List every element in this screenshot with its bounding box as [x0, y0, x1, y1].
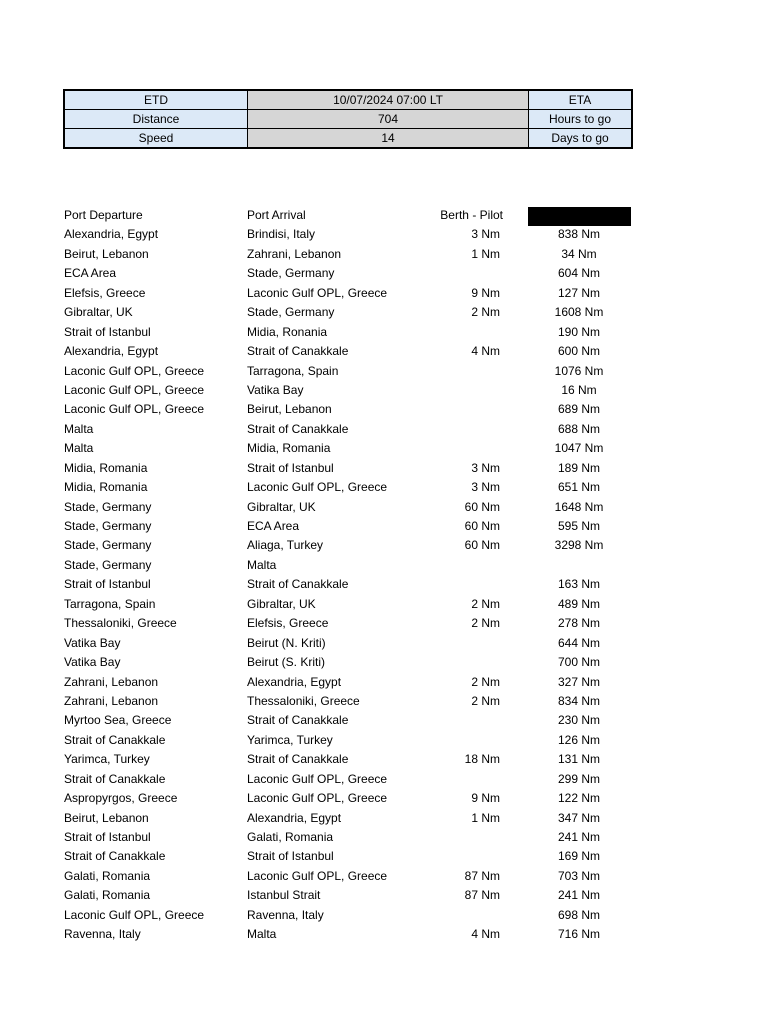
- arrival-port-cell[interactable]: Alexandria, Egypt: [247, 674, 342, 689]
- eta-label: ETA: [529, 90, 633, 110]
- header-port-departure: Port Departure: [64, 208, 143, 222]
- berth-pilot-cell[interactable]: 18 Nm: [464, 752, 500, 767]
- berth-pilot-cell[interactable]: 3 Nm: [471, 227, 500, 242]
- route-row: [0, 711, 768, 730]
- distance-cell[interactable]: 716 Nm: [557, 927, 601, 942]
- arrival-port-cell[interactable]: Brindisi, Italy: [247, 227, 316, 242]
- berth-pilot-cell[interactable]: 9 Nm: [471, 791, 500, 806]
- distance-cell[interactable]: 1608 Nm: [554, 305, 604, 320]
- arrival-port-cell[interactable]: Malta: [247, 557, 277, 572]
- speed-value[interactable]: 14: [248, 129, 529, 149]
- departure-port-cell[interactable]: Tarragona, Spain: [64, 596, 156, 611]
- departure-port-cell[interactable]: Malta: [64, 421, 94, 436]
- arrival-port-cell[interactable]: Strait of Canakkale: [247, 421, 349, 436]
- distance-cell[interactable]: 838 Nm: [557, 227, 601, 242]
- distance-cell[interactable]: 1648 Nm: [554, 499, 604, 514]
- arrival-port-cell[interactable]: Beirut (N. Kriti): [247, 635, 326, 650]
- route-row: [0, 323, 768, 342]
- berth-pilot-cell[interactable]: 4 Nm: [471, 927, 500, 942]
- route-row: [0, 731, 768, 750]
- arrival-port-cell[interactable]: Stade, Germany: [247, 266, 335, 281]
- distance-cell[interactable]: 1047 Nm: [554, 441, 604, 456]
- arrival-port-cell[interactable]: Ravenna, Italy: [247, 907, 324, 922]
- departure-port-cell[interactable]: Aspropyrgos, Greece: [64, 791, 178, 806]
- arrival-port-cell[interactable]: Thessaloniki, Greece: [247, 693, 360, 708]
- arrival-port-cell[interactable]: ECA Area: [247, 519, 300, 533]
- arrival-port-cell[interactable]: Alexandria, Egypt: [247, 810, 342, 825]
- departure-port-cell[interactable]: Galati, Romania: [64, 868, 151, 883]
- distance-cell[interactable]: 163 Nm: [557, 577, 601, 592]
- arrival-port-cell[interactable]: Laconic Gulf OPL, Greece: [247, 285, 388, 300]
- departure-port-cell[interactable]: Vatika Bay: [64, 655, 121, 670]
- departure-port-cell[interactable]: Stade, Germany: [64, 519, 152, 533]
- arrival-port-cell[interactable]: Laconic Gulf OPL, Greece: [247, 868, 388, 883]
- distance-cell[interactable]: 126 Nm: [557, 732, 601, 747]
- route-row: [0, 478, 768, 497]
- departure-port-cell[interactable]: Strait of Istanbul: [64, 830, 151, 844]
- arrival-port-cell[interactable]: Strait of Istanbul: [247, 849, 334, 864]
- departure-port-cell[interactable]: Stade, Germany: [64, 538, 152, 553]
- distance-cell[interactable]: 698 Nm: [557, 907, 601, 922]
- route-row: [0, 906, 768, 925]
- berth-pilot-cell[interactable]: 60 Nm: [464, 538, 500, 553]
- arrival-port-cell[interactable]: Midia, Romania: [247, 441, 331, 456]
- route-row: [0, 420, 768, 439]
- distance-cell[interactable]: 189 Nm: [557, 460, 601, 475]
- route-row: [0, 886, 768, 905]
- berth-pilot-cell[interactable]: 9 Nm: [471, 285, 500, 300]
- berth-pilot-cell[interactable]: 2 Nm: [471, 596, 500, 611]
- route-row: [0, 362, 768, 381]
- distance-cell[interactable]: 241 Nm: [557, 888, 601, 903]
- arrival-port-cell[interactable]: Yarimca, Turkey: [247, 732, 333, 747]
- departure-port-cell[interactable]: Elefsis, Greece: [64, 285, 146, 300]
- arrival-port-cell[interactable]: Istanbul Strait: [247, 888, 321, 903]
- departure-port-cell[interactable]: Laconic Gulf OPL, Greece: [64, 402, 205, 417]
- berth-pilot-cell[interactable]: 60 Nm: [464, 499, 500, 514]
- departure-port-cell[interactable]: Gibraltar, UK: [64, 305, 133, 320]
- departure-port-cell[interactable]: Midia, Romania: [64, 480, 148, 495]
- arrival-port-cell[interactable]: Beirut, Lebanon: [247, 402, 332, 417]
- distance-value[interactable]: 704: [248, 110, 529, 129]
- distance-cell[interactable]: 327 Nm: [557, 674, 601, 689]
- route-row: [0, 381, 768, 400]
- distance-cell[interactable]: 489 Nm: [557, 596, 601, 611]
- route-row: [0, 536, 768, 555]
- distance-cell[interactable]: 190 Nm: [557, 324, 601, 339]
- route-row: [0, 556, 768, 575]
- voyage-summary-table: [63, 89, 633, 149]
- routes-table: [0, 206, 768, 945]
- departure-port-cell[interactable]: Alexandria, Egypt: [64, 227, 159, 242]
- departure-port-cell[interactable]: Strait of Canakkale: [64, 771, 166, 786]
- distance-cell[interactable]: 278 Nm: [557, 616, 601, 631]
- distance-cell[interactable]: 127 Nm: [557, 285, 601, 300]
- departure-port-cell[interactable]: Alexandria, Egypt: [64, 344, 159, 359]
- berth-pilot-cell[interactable]: 60 Nm: [464, 519, 500, 533]
- departure-port-cell[interactable]: Vatika Bay: [64, 635, 121, 650]
- arrival-port-cell[interactable]: Galati, Romania: [247, 830, 334, 844]
- distance-label: Distance: [64, 110, 248, 129]
- route-row: [0, 673, 768, 692]
- arrival-port-cell[interactable]: Midia, Ronania: [247, 324, 328, 339]
- distance-cell[interactable]: 131 Nm: [557, 752, 601, 767]
- distance-cell[interactable]: 1076 Nm: [554, 363, 604, 378]
- distance-cell[interactable]: 299 Nm: [557, 771, 601, 786]
- distance-cell[interactable]: 604 Nm: [557, 266, 601, 281]
- route-row: [0, 595, 768, 614]
- redacted-header-cell: [528, 207, 631, 226]
- speed-label: Speed: [64, 129, 248, 149]
- route-row: [0, 614, 768, 633]
- distance-cell[interactable]: 347 Nm: [557, 810, 601, 825]
- berth-pilot-cell[interactable]: 1 Nm: [471, 810, 500, 825]
- distance-cell[interactable]: 703 Nm: [557, 868, 601, 883]
- arrival-port-cell[interactable]: Strait of Canakkale: [247, 713, 349, 728]
- distance-cell[interactable]: 644 Nm: [557, 635, 601, 650]
- arrival-port-cell[interactable]: Strait of Canakkale: [247, 577, 349, 592]
- hours-to-go-label: Hours to go: [529, 110, 633, 129]
- route-row: [0, 264, 768, 283]
- route-row: [0, 517, 768, 536]
- arrival-port-cell[interactable]: Beirut (S. Kriti): [247, 655, 326, 670]
- days-to-go-label: Days to go: [529, 129, 633, 149]
- arrival-port-cell[interactable]: Stade, Germany: [247, 305, 335, 320]
- route-row: [0, 828, 768, 847]
- departure-port-cell[interactable]: Stade, Germany: [64, 499, 152, 514]
- etd-value[interactable]: 10/07/2024 07:00 LT: [248, 90, 529, 110]
- departure-port-cell[interactable]: Yarimca, Turkey: [64, 752, 150, 767]
- arrival-port-cell[interactable]: Strait of Canakkale: [247, 752, 349, 767]
- berth-pilot-cell[interactable]: 2 Nm: [471, 674, 500, 689]
- header-port-arrival: Port Arrival: [247, 208, 306, 222]
- arrival-port-cell[interactable]: Laconic Gulf OPL, Greece: [247, 480, 388, 495]
- distance-cell[interactable]: 834 Nm: [557, 693, 601, 708]
- speed-row: [64, 129, 632, 149]
- route-row: [0, 575, 768, 594]
- departure-port-cell[interactable]: Laconic Gulf OPL, Greece: [64, 363, 205, 378]
- distance-cell[interactable]: 34 Nm: [561, 246, 597, 261]
- route-row: [0, 653, 768, 672]
- header-berth-pilot: Berth - Pilot: [440, 208, 503, 222]
- distance-cell[interactable]: 241 Nm: [557, 830, 601, 844]
- etd-label: ETD: [64, 90, 248, 110]
- etd-row: [64, 90, 632, 110]
- departure-port-cell[interactable]: Zahrani, Lebanon: [64, 674, 159, 689]
- arrival-port-cell[interactable]: Vatika Bay: [247, 382, 304, 397]
- berth-pilot-cell[interactable]: 87 Nm: [464, 868, 500, 883]
- route-row: [0, 692, 768, 711]
- arrival-port-cell[interactable]: Elefsis, Greece: [247, 616, 329, 631]
- route-row: [0, 303, 768, 322]
- route-row: [0, 342, 768, 361]
- arrival-port-cell[interactable]: Strait of Canakkale: [247, 344, 349, 359]
- berth-pilot-cell[interactable]: 3 Nm: [471, 460, 500, 475]
- route-row: [0, 459, 768, 478]
- routes-header-row: [0, 206, 768, 225]
- distance-cell[interactable]: 651 Nm: [557, 480, 601, 495]
- departure-port-cell[interactable]: Beirut, Lebanon: [64, 810, 149, 825]
- arrival-port-cell[interactable]: Laconic Gulf OPL, Greece: [247, 791, 388, 806]
- departure-port-cell[interactable]: Myrtoo Sea, Greece: [64, 713, 172, 728]
- departure-port-cell[interactable]: Stade, Germany: [64, 557, 152, 572]
- berth-pilot-cell[interactable]: 2 Nm: [471, 693, 500, 708]
- departure-port-cell[interactable]: ECA Area: [64, 266, 117, 281]
- distance-cell[interactable]: 169 Nm: [557, 849, 601, 864]
- berth-pilot-cell[interactable]: 4 Nm: [471, 344, 500, 359]
- arrival-port-cell[interactable]: Laconic Gulf OPL, Greece: [247, 771, 388, 786]
- departure-port-cell[interactable]: Laconic Gulf OPL, Greece: [64, 382, 205, 397]
- route-row: [0, 400, 768, 419]
- route-row: [0, 225, 768, 244]
- arrival-port-cell[interactable]: Aliaga, Turkey: [247, 538, 324, 553]
- departure-port-cell[interactable]: Strait of Istanbul: [64, 324, 151, 339]
- route-row: [0, 284, 768, 303]
- route-row: [0, 925, 768, 944]
- distance-cell[interactable]: 600 Nm: [557, 344, 601, 359]
- route-row: [0, 245, 768, 264]
- distance-cell[interactable]: 595 Nm: [557, 519, 601, 533]
- departure-port-cell[interactable]: Strait of Canakkale: [64, 732, 166, 747]
- route-row: [0, 634, 768, 653]
- route-row: [0, 439, 768, 458]
- departure-port-cell[interactable]: Midia, Romania: [64, 460, 148, 475]
- distance-cell[interactable]: 16 Nm: [561, 382, 597, 397]
- distance-cell[interactable]: 122 Nm: [557, 791, 601, 806]
- route-row: [0, 750, 768, 769]
- departure-port-cell[interactable]: Galati, Romania: [64, 888, 151, 903]
- berth-pilot-cell[interactable]: 2 Nm: [471, 616, 500, 631]
- departure-port-cell[interactable]: Zahrani, Lebanon: [64, 693, 159, 708]
- route-row: [0, 789, 768, 808]
- departure-port-cell[interactable]: Strait of Canakkale: [64, 849, 166, 864]
- route-row: [0, 809, 768, 828]
- arrival-port-cell[interactable]: Strait of Istanbul: [247, 460, 334, 475]
- distance-cell[interactable]: 3298 Nm: [554, 538, 604, 553]
- berth-pilot-cell[interactable]: 2 Nm: [471, 305, 500, 320]
- distance-row: [64, 110, 632, 129]
- departure-port-cell[interactable]: Laconic Gulf OPL, Greece: [64, 907, 205, 922]
- route-row: [0, 498, 768, 517]
- route-row: [0, 770, 768, 789]
- departure-port-cell[interactable]: Ravenna, Italy: [64, 927, 141, 942]
- arrival-port-cell[interactable]: Tarragona, Spain: [247, 363, 339, 378]
- distance-cell[interactable]: 230 Nm: [557, 713, 601, 728]
- route-row: [0, 867, 768, 886]
- departure-port-cell[interactable]: Strait of Istanbul: [64, 577, 151, 592]
- departure-port-cell[interactable]: Beirut, Lebanon: [64, 246, 149, 261]
- distance-cell[interactable]: 689 Nm: [557, 402, 601, 417]
- distance-cell[interactable]: 688 Nm: [557, 421, 601, 436]
- arrival-port-cell[interactable]: Gibraltar, UK: [247, 596, 316, 611]
- berth-pilot-cell[interactable]: 1 Nm: [471, 246, 500, 261]
- route-row: [0, 847, 768, 866]
- departure-port-cell[interactable]: Malta: [64, 441, 94, 456]
- berth-pilot-cell[interactable]: 3 Nm: [471, 480, 500, 495]
- arrival-port-cell[interactable]: Zahrani, Lebanon: [247, 246, 342, 261]
- berth-pilot-cell[interactable]: 87 Nm: [464, 888, 500, 903]
- arrival-port-cell[interactable]: Gibraltar, UK: [247, 499, 316, 514]
- departure-port-cell[interactable]: Thessaloniki, Greece: [64, 616, 177, 631]
- distance-cell[interactable]: 700 Nm: [557, 655, 601, 670]
- arrival-port-cell[interactable]: Malta: [247, 927, 277, 942]
